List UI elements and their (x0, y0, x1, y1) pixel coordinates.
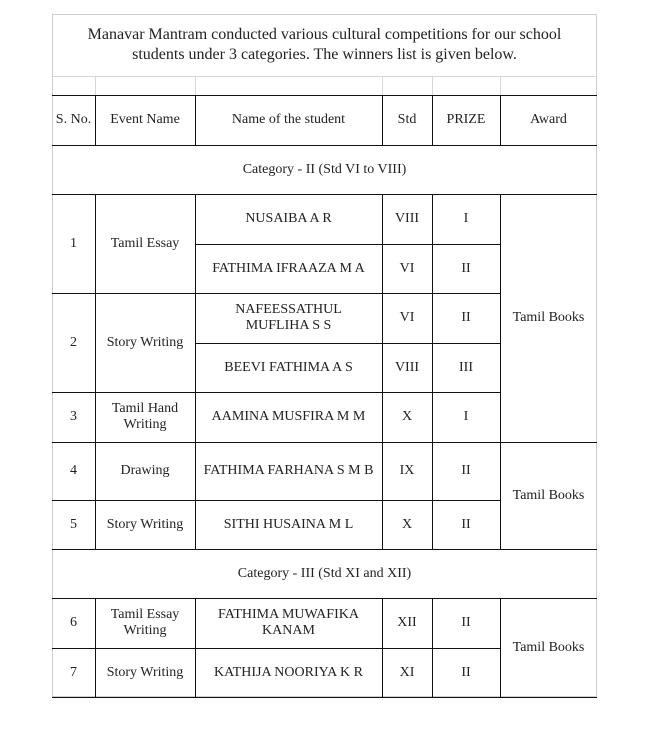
divider (195, 76, 196, 96)
student-name: FATHIMA MUWAFIKA KANAM (218, 607, 359, 638)
row-sno: 3 (70, 409, 77, 424)
student-std: X (401, 409, 413, 424)
student-prize: III (459, 359, 473, 375)
student-name: BEEVI FATHIMA A S (224, 359, 353, 375)
row-sno: 2 (70, 334, 77, 350)
row-sno: 6 (70, 615, 77, 630)
student-name: SITHI HUSAINA M L (223, 516, 354, 532)
divider (52, 76, 597, 77)
row-sno: 7 (70, 664, 77, 680)
divider (95, 76, 96, 96)
student-name: NUSAIBA A R (245, 211, 332, 226)
student-name: NAFEESSATHUL MUFLIHA S S (235, 302, 342, 333)
student-std: VIII (394, 359, 420, 375)
student-prize: I (463, 211, 469, 226)
row-event: Story Writing (106, 334, 184, 350)
student-std: VI (399, 260, 415, 276)
header-event: Event Name (110, 112, 180, 127)
student-prize: I (463, 409, 469, 424)
row-event: Story Writing (106, 664, 184, 680)
student-name: AAMINA MUSFIRA M M (211, 409, 366, 424)
row-event: Tamil Hand Writing (111, 401, 179, 432)
student-name: KATHIJA NOORIYA K R (214, 664, 363, 680)
award-cell: Tamil Books (512, 310, 585, 325)
row-event: Drawing (120, 463, 170, 478)
student-std: IX (399, 463, 415, 478)
header-student: Name of the student (231, 112, 346, 127)
page-title: Manavar Mantram conducted various cultural competitions for our school students under 3 categories. The winners list is given below. (87, 26, 562, 63)
divider (382, 76, 383, 96)
header-sno: S. No. (55, 112, 92, 127)
header-std: Std (397, 112, 417, 127)
row-event: Tamil Essay (110, 235, 180, 251)
row-event: Tamil Essay Writing (110, 607, 180, 638)
row-event: Story Writing (106, 516, 184, 532)
student-prize: II (461, 463, 471, 478)
student-prize: II (461, 310, 471, 325)
award-cell: Tamil Books (512, 639, 585, 655)
divider (52, 697, 597, 698)
category-heading: Category - III (Std XI and XII) (237, 565, 412, 581)
row-sno: 1 (70, 235, 77, 251)
student-prize: II (461, 260, 471, 276)
student-std: VI (399, 310, 415, 325)
student-prize: II (461, 615, 471, 630)
student-name: FATHIMA IFRAAZA M A (212, 260, 365, 276)
student-std: XI (399, 664, 415, 680)
student-name: FATHIMA FARHANA S M B (203, 463, 374, 478)
divider (500, 76, 501, 96)
student-std: X (401, 516, 413, 532)
student-prize: II (461, 516, 471, 532)
student-std: XII (397, 615, 417, 630)
student-std: VIII (394, 211, 420, 226)
award-cell: Tamil Books (512, 487, 585, 503)
row-sno: 5 (70, 516, 77, 532)
row-sno: 4 (70, 463, 77, 478)
header-award: Award (530, 112, 567, 127)
category-heading: Category - II (Std VI to VIII) (242, 161, 407, 177)
header-prize: PRIZE (446, 112, 486, 127)
divider (432, 76, 433, 96)
student-prize: II (461, 664, 471, 680)
